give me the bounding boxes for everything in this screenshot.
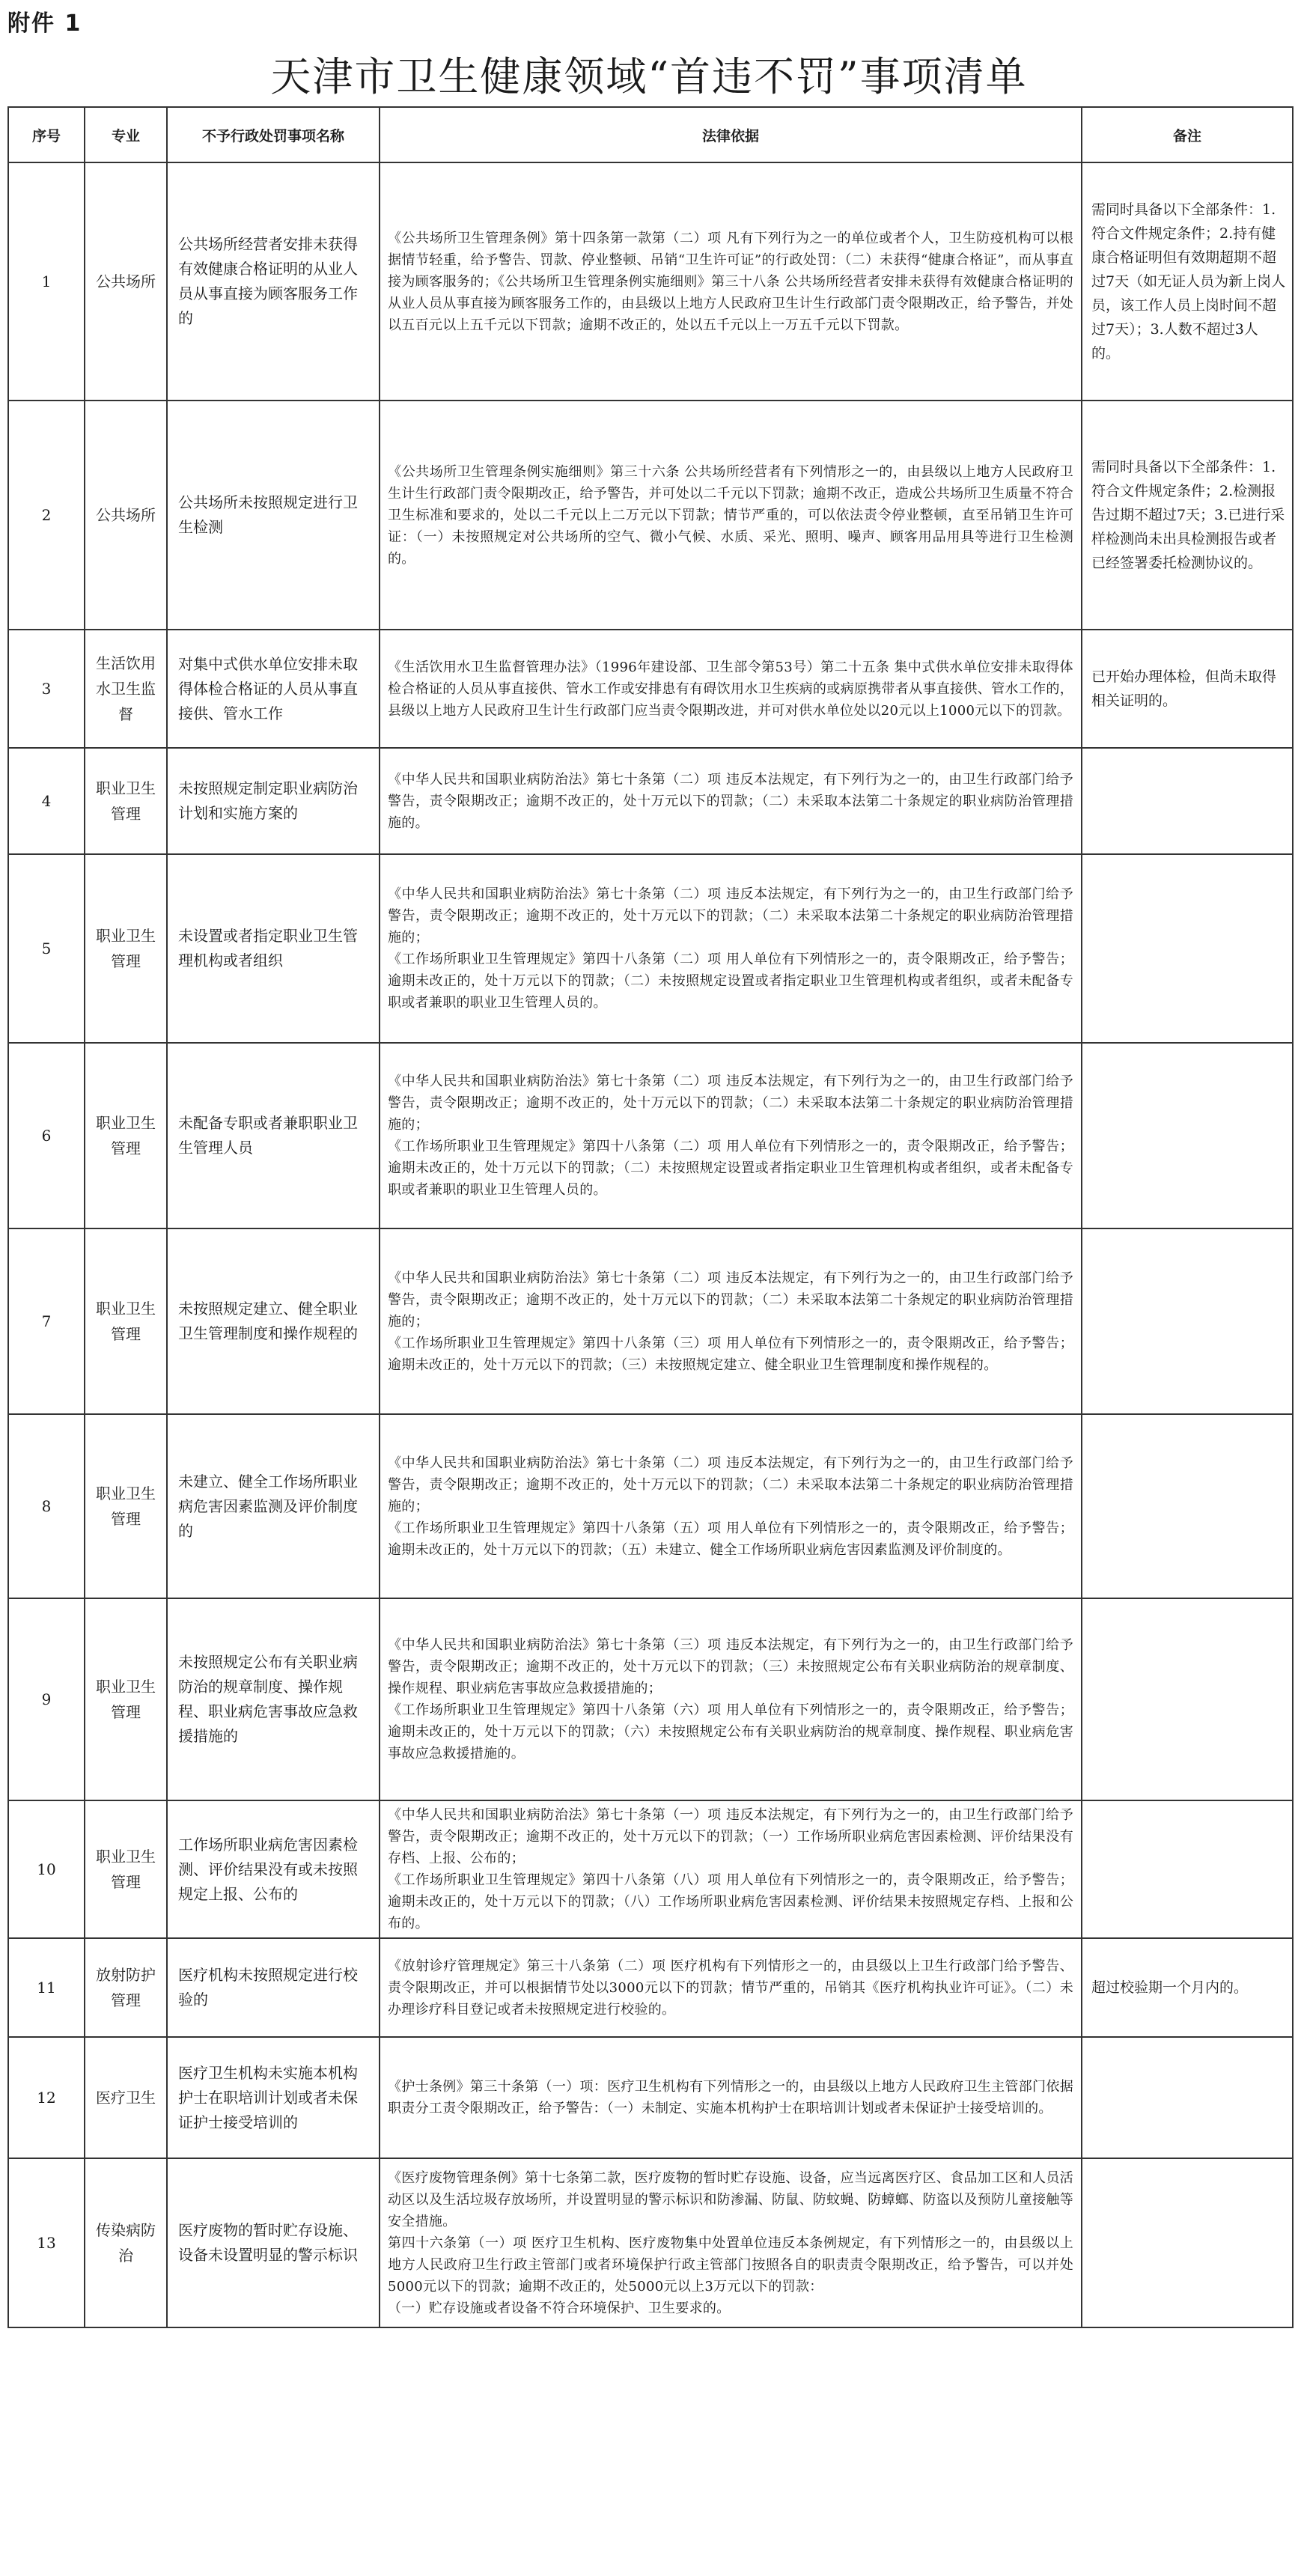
- row-index: 12: [8, 2037, 85, 2158]
- row-index: 3: [8, 630, 85, 748]
- row-profession: 医疗卫生: [85, 2037, 167, 2158]
- row-index: 10: [8, 1800, 85, 1938]
- row-profession: 职业卫生管理: [85, 1414, 167, 1598]
- row-legal-basis: [380, 2158, 1082, 2327]
- row-index: 6: [8, 1043, 85, 1228]
- table-row: [8, 1414, 1293, 1598]
- remarks-text: 超过校验期一个月内的。: [1091, 1979, 1249, 1996]
- row-legal-basis: [380, 1228, 1082, 1414]
- row-item-name: 未设置或者指定职业卫生管理机构或者组织: [167, 854, 380, 1043]
- row-remarks: [1082, 2037, 1293, 2158]
- table-row: [8, 1938, 1293, 2037]
- row-profession: 放射防护管理: [85, 1938, 167, 2037]
- legal-basis-paragraph: 《工作场所职业卫生管理规定》第四十八条第（三）项 用人单位有下列情形之一的，责令限期改正，给予警告；逾期未改正的，处十万元以下的罚款；（三）未按照规定建立、健全职业卫生管理制度和操作规程的。: [388, 1335, 1073, 1373]
- table-row: [8, 1043, 1293, 1228]
- table-row: [8, 162, 1293, 401]
- row-item-name: 对集中式供水单位安排未取得体检合格证的人员从事直接供、管水工作: [167, 630, 380, 748]
- row-remarks: [1082, 1043, 1293, 1228]
- row-index: 8: [8, 1414, 85, 1598]
- row-index: 2: [8, 401, 85, 630]
- table-row: [8, 401, 1293, 630]
- row-remarks: [1082, 748, 1293, 854]
- row-remarks: [1082, 401, 1293, 630]
- table-header-row: [8, 107, 1293, 162]
- row-profession: 职业卫生管理: [85, 1228, 167, 1414]
- legal-basis-paragraph: 《中华人民共和国职业病防治法》第七十条第（二）项 违反本法规定，有下列行为之一的，由卫生行政部门给予警告，责令限期改正；逾期不改正的，处十万元以下的罚款；（二）未采取本法第二十条规定的职业病防治管理措施的；: [388, 1074, 1073, 1133]
- legal-basis-paragraph: 《护士条例》第三十条第（一）项：医疗卫生机构有下列情形之一的，由县级以上地方人民政府卫生主管部门依据职责分工责令限期改正，给予警告：（一）未制定、实施本机构护士在职培训计划或者未保证护士接受培训的。: [388, 2079, 1073, 2116]
- legal-basis-paragraph: 第四十六条第（一）项 医疗卫生机构、医疗废物集中处置单位违反本条例规定，有下列情形之一的，由县级以上地方人民政府卫生行政主管部门或者环境保护行政主管部门按照各自的职责责令限期改正，给予警告，可以并处5000元以下的罚款；逾期不改正的，处5000元以上3万元以下的罚款：: [388, 2235, 1073, 2295]
- table-row: [8, 854, 1293, 1043]
- legal-basis-paragraph: 《公共场所卫生管理条例实施细则》第三十六条 公共场所经营者有下列情形之一的，由县级以上地方人民政府卫生计生行政部门责令限期改正，给予警告，并可处以二千元以下罚款；逾期不改正，造成公共场所卫生质量不符合卫生标准和要求的，处以二千元以上二万元以下罚款；情节严重的，可以依法责令停业整顿，直至吊销卫生许可证：（一）未按照规定对公共场所的空气、微小气候、水质、采光、照明、噪声、顾客用品用具等进行卫生检测的。: [388, 463, 1073, 567]
- row-index: 11: [8, 1938, 85, 2037]
- row-legal-basis: [380, 1598, 1082, 1800]
- row-remarks: [1082, 1800, 1293, 1938]
- row-item-name: 未按照规定建立、健全职业卫生管理制度和操作规程的: [167, 1228, 380, 1414]
- row-item-name: 未按照规定公布有关职业病防治的规章制度、操作规程、职业病危害事故应急救援措施的: [167, 1598, 380, 1800]
- row-item-name: 医疗机构未按照规定进行校验的: [167, 1938, 380, 2037]
- legal-basis-paragraph: 《中华人民共和国职业病防治法》第七十条第（二）项 违反本法规定，有下列行为之一的，由卫生行政部门给予警告，责令限期改正；逾期不改正的，处十万元以下的罚款；（二）未采取本法第二十条规定的职业病防治管理措施的；: [388, 886, 1073, 946]
- table-row: [8, 1800, 1293, 1938]
- row-legal-basis: [380, 630, 1082, 748]
- row-item-name: 未配备专职或者兼职职业卫生管理人员: [167, 1043, 380, 1228]
- header-legal-basis: 法律依据: [380, 107, 1082, 162]
- row-legal-basis: [380, 162, 1082, 401]
- row-index: 1: [8, 162, 85, 401]
- row-legal-basis: [380, 1938, 1082, 2037]
- remarks-text: 已开始办理体检，但尚未取得相关证明的。: [1091, 669, 1277, 709]
- header-remarks: 备注: [1082, 107, 1293, 162]
- row-item-name: 未按照规定制定职业病防治计划和实施方案的: [167, 748, 380, 854]
- legal-basis-paragraph: 《中华人民共和国职业病防治法》第七十条第（二）项 违反本法规定，有下列行为之一的，由卫生行政部门给予警告，责令限期改正；逾期不改正的，处十万元以下的罚款；（二）未采取本法第二十条规定的职业病防治管理措施的；: [388, 1270, 1073, 1330]
- legal-basis-paragraph: 《工作场所职业卫生管理规定》第四十八条第（五）项 用人单位有下列情形之一的，责令限期改正，给予警告；逾期未改正的，处十万元以下的罚款；（五）未建立、健全工作场所职业病危害因素监测及评价制度的。: [388, 1520, 1073, 1558]
- row-remarks: [1082, 854, 1293, 1043]
- legal-basis-paragraph: 《医疗废物管理条例》第十七条第二款，医疗废物的暂时贮存设施、设备，应当远离医疗区、食品加工区和人员活动区以及生活垃圾存放场所，并设置明显的警示标识和防渗漏、防鼠、防蚊蝇、防蟑螂、防盗以及预防儿童接触等安全措施。: [388, 2169, 1073, 2229]
- row-item-name: 未建立、健全工作场所职业病危害因素监测及评价制度的: [167, 1414, 380, 1598]
- row-remarks: [1082, 1414, 1293, 1598]
- row-profession: 传染病防治: [85, 2158, 167, 2327]
- legal-basis-paragraph: 《工作场所职业卫生管理规定》第四十八条第（六）项 用人单位有下列情形之一的，责令限期改正，给予警告；逾期未改正的，处十万元以下的罚款；（六）未按照规定公布有关职业病防治的规章制度、操作规程、职业病危害事故应急救援措施的。: [388, 1702, 1073, 1762]
- row-legal-basis: [380, 2037, 1082, 2158]
- table-row: [8, 2037, 1293, 2158]
- row-index: 4: [8, 748, 85, 854]
- legal-basis-paragraph: 《中华人民共和国职业病防治法》第七十条第（二）项 违反本法规定，有下列行为之一的，由卫生行政部门给予警告，责令限期改正；逾期不改正的，处十万元以下的罚款；（二）未采取本法第二十条规定的职业病防治管理措施的。: [388, 771, 1073, 831]
- row-index: 13: [8, 2158, 85, 2327]
- row-remarks: [1082, 162, 1293, 401]
- row-remarks: [1082, 630, 1293, 748]
- header-index: 序号: [8, 107, 85, 162]
- row-index: 9: [8, 1598, 85, 1800]
- legal-basis-paragraph: 《中华人民共和国职业病防治法》第七十条第（一）项 违反本法规定，有下列行为之一的，由卫生行政部门给予警告，责令限期改正；逾期不改正的，处十万元以下的罚款；（一）工作场所职业病危害因素检测、评价结果没有存档、上报、公布的；: [388, 1807, 1073, 1866]
- remarks-text: 需同时具备以下全部条件：1.符合文件规定条件；2.持有健康合格证明但有效期超期不超过7天（如无证人员为新上岗人员，该工作人员上岗时间不超过7天）；3.人数不超过3人的。: [1091, 201, 1286, 362]
- legal-basis-paragraph: 《中华人民共和国职业病防治法》第七十条第（三）项 违反本法规定，有下列行为之一的，由卫生行政部门给予警告，责令限期改正；逾期不改正的，处十万元以下的罚款；（三）未按照规定公布有关职业病防治的规章制度、操作规程、职业病危害事故应急救援措施的；: [388, 1637, 1073, 1696]
- row-remarks: [1082, 1598, 1293, 1800]
- row-item-name: 公共场所经营者安排未获得有效健康合格证明的从业人员从事直接为顾客服务工作的: [167, 162, 380, 401]
- row-index: 5: [8, 854, 85, 1043]
- row-legal-basis: [380, 854, 1082, 1043]
- remarks-text: 需同时具备以下全部条件：1.符合文件规定条件；2.检测报告过期不超过7天；3.已进行采样检测尚未出具检测报告或者已经签署委托检测协议的。: [1091, 459, 1285, 571]
- table-body: [8, 162, 1293, 2327]
- row-item-name: 公共场所未按照规定进行卫生检测: [167, 401, 380, 630]
- row-remarks: [1082, 1228, 1293, 1414]
- legal-basis-paragraph: 《工作场所职业卫生管理规定》第四十八条第（二）项 用人单位有下列情形之一的，责令限期改正，给予警告；逾期未改正的，处十万元以下的罚款；（二）未按照规定设置或者指定职业卫生管理机构或者组织，或者未配备专职或者兼职的职业卫生管理人员的。: [388, 1139, 1073, 1198]
- row-profession: 职业卫生管理: [85, 1800, 167, 1938]
- row-profession: 职业卫生管理: [85, 1043, 167, 1228]
- row-remarks: [1082, 2158, 1293, 2327]
- legal-basis-paragraph: （一）贮存设施或者设备不符合环境保护、卫生要求的。: [388, 2300, 731, 2316]
- legal-basis-paragraph: 《公共场所卫生管理条例》第十四条第一款第（二）项 凡有下列行为之一的单位或者个人，卫生防疫机构可以根据情节轻重，给予警告、罚款、停业整顿、吊销“卫生许可证”的行政处罚：（二）未获得“健康合格证”，而从事直接为顾客服务的；《公共场所卫生管理条例实施细则》第三十八条 公共场所经营者安排未获得有效健康合格证明的从业人员从事直接为顾客服务工作的，由县级以上地方人民政府卫生计生行政部门责令限期改正，给予警告，并处以五百元以上五千元以下罚款；逾期不改正的，处以五千元以上一万五千元以下罚款。: [388, 230, 1073, 333]
- attachment-label: 附件 1: [7, 10, 82, 37]
- row-item-name: 工作场所职业病危害因素检测、评价结果没有或未按照规定上报、公布的: [167, 1800, 380, 1938]
- document-title: 天津市卫生健康领域“首违不罚”事项清单: [270, 53, 1028, 100]
- row-profession: 职业卫生管理: [85, 854, 167, 1043]
- table-row: [8, 1598, 1293, 1800]
- row-profession: 公共场所: [85, 162, 167, 401]
- row-remarks: [1082, 1938, 1293, 2037]
- row-profession: 公共场所: [85, 401, 167, 630]
- items-table: [7, 106, 1294, 2328]
- legal-basis-paragraph: 《放射诊疗管理规定》第三十八条第（二）项 医疗机构有下列情形之一的，由县级以上卫生行政部门给予警告、责令限期改正，并可以根据情节处以3000元以下的罚款；情节严重的，吊销其《医疗机构执业许可证》。（二）未办理诊疗科目登记或者未按照规定进行校验的。: [388, 1958, 1073, 2018]
- row-legal-basis: [380, 748, 1082, 854]
- row-index: 7: [8, 1228, 85, 1414]
- table-row: [8, 1228, 1293, 1414]
- row-legal-basis: [380, 401, 1082, 630]
- row-profession: 职业卫生管理: [85, 748, 167, 854]
- legal-basis-paragraph: 《生活饮用水卫生监督管理办法》（1996年建设部、卫生部令第53号）第二十五条 集中式供水单位安排未取得体检合格证的人员从事直接供、管水工作或安排患有有碍饮用水卫生疾病的或病原携带者从事直接供、管水工作的，县级以上地方人民政府卫生计生行政部门应当责令限期改进，并可对供水单位处以20元以上1000元以下的罚款。: [388, 659, 1073, 719]
- header-profession: 专业: [85, 107, 167, 162]
- table-row: [8, 748, 1293, 854]
- row-legal-basis: [380, 1800, 1082, 1938]
- table-row: [8, 2158, 1293, 2327]
- table-row: [8, 630, 1293, 748]
- legal-basis-paragraph: 《中华人民共和国职业病防治法》第七十条第（二）项 违反本法规定，有下列行为之一的，由卫生行政部门给予警告，责令限期改正；逾期不改正的，处十万元以下的罚款；（二）未采取本法第二十条规定的职业病防治管理措施的；: [388, 1455, 1073, 1514]
- row-legal-basis: [380, 1414, 1082, 1598]
- legal-basis-paragraph: 《工作场所职业卫生管理规定》第四十八条第（八）项 用人单位有下列情形之一的，责令限期改正，给予警告；逾期未改正的，处十万元以下的罚款；（八）工作场所职业病危害因素检测、评价结果未按照规定存档、上报和公布的。: [388, 1872, 1073, 1931]
- row-profession: 生活饮用水卫生监督: [85, 630, 167, 748]
- header-item: 不予行政处罚事项名称: [167, 107, 380, 162]
- row-item-name: 医疗废物的暂时贮存设施、设备未设置明显的警示标识: [167, 2158, 380, 2327]
- legal-basis-paragraph: 《工作场所职业卫生管理规定》第四十八条第（二）项 用人单位有下列情形之一的，责令限期改正，给予警告；逾期未改正的，处十万元以下的罚款；（二）未按照规定设置或者指定职业卫生管理机构或者组织，或者未配备专职或者兼职的职业卫生管理人员的。: [388, 951, 1073, 1011]
- row-item-name: 医疗卫生机构未实施本机构护士在职培训计划或者未保证护士接受培训的: [167, 2037, 380, 2158]
- row-legal-basis: [380, 1043, 1082, 1228]
- row-profession: 职业卫生管理: [85, 1598, 167, 1800]
